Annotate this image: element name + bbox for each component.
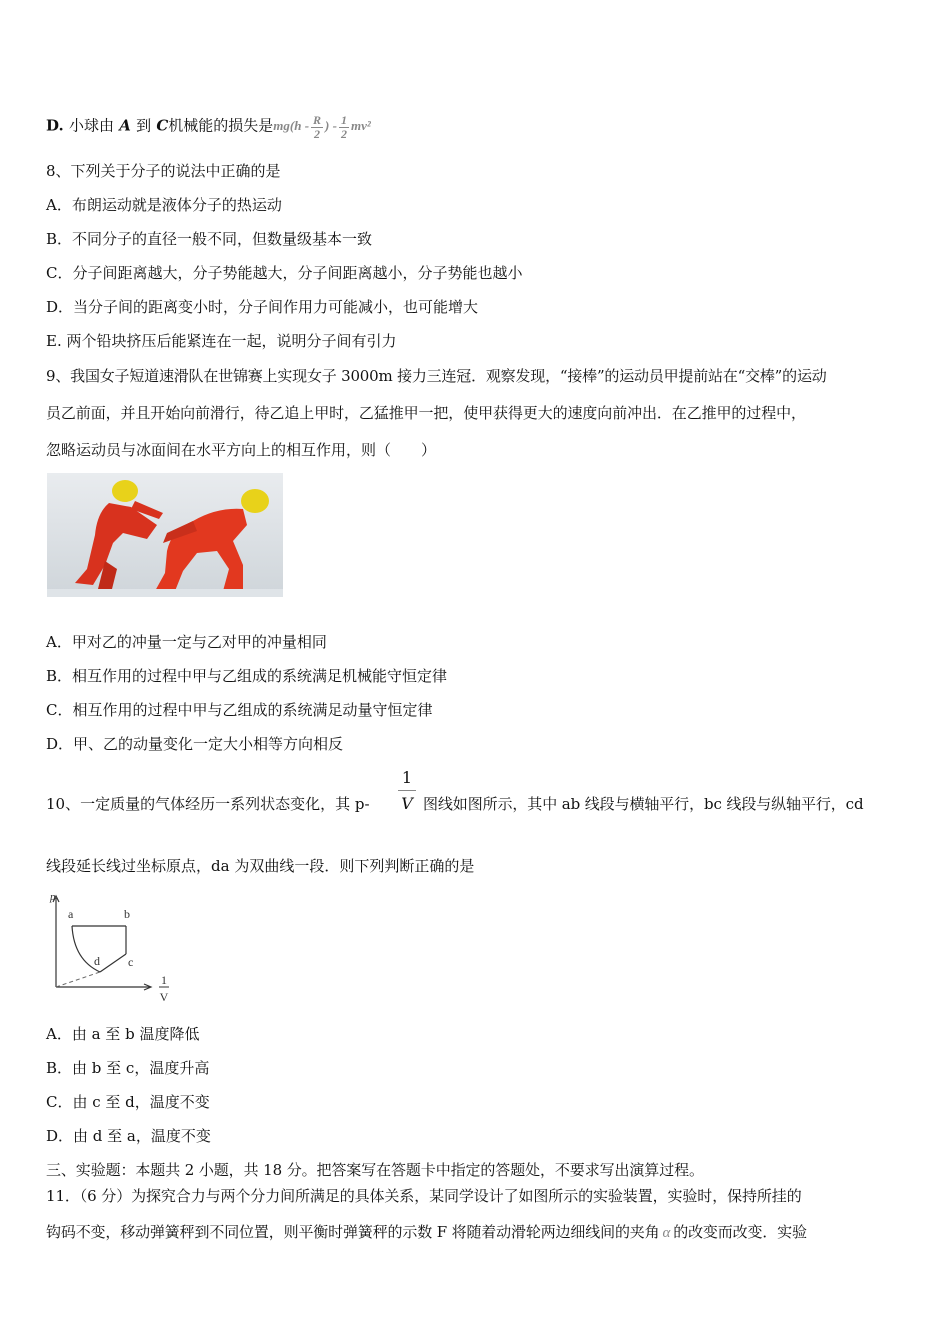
segment-cd — [100, 954, 126, 972]
point-d-label: d — [94, 954, 100, 968]
q10-stem-pre: 10、一定质量的气体经历一系列状态变化，其 p- — [46, 795, 370, 813]
formula-mg: mg(h - — [273, 118, 310, 134]
q10-frac-num: 1 — [401, 768, 413, 787]
q10-option-a: A．由 a 至 b 温度降低 — [46, 1025, 200, 1043]
q9-option-c: C．相互作用的过程中甲与乙组成的系统满足动量守恒定律 — [46, 701, 433, 719]
q10-option-b: B．由 b 至 c，温度升高 — [46, 1059, 210, 1077]
q7-option-d-label: D. — [46, 116, 64, 135]
q8-option-b: B．不同分子的直径一般不同，但数量级基本一致 — [46, 230, 373, 248]
formula-r: R — [313, 113, 322, 127]
formula-frac-r2 — [311, 114, 323, 141]
x-axis-label-den: V — [159, 990, 169, 1004]
point-b-label: b — [124, 907, 130, 921]
point-c-label: c — [128, 955, 134, 969]
skaters-photo — [47, 473, 283, 597]
formula-2a: 2 — [314, 127, 321, 141]
q10-option-d: D．由 d 至 a，温度不变 — [46, 1127, 211, 1145]
q8-stem: 8、下列关于分子的说法中正确的是 — [46, 162, 281, 180]
q11-line2-pre: 钩码不变，移动弹簧秤到不同位置，则平衡时弹簧秤的示数 F 将随着动滑轮两边细线间的夹角 — [46, 1223, 660, 1241]
point-a-label: a — [68, 907, 74, 921]
q7-option-d-text: 小球由 — [68, 116, 114, 135]
q7-point-a: A — [119, 116, 131, 135]
formula-mv: mv² — [350, 118, 371, 134]
cd-extension-dashed — [56, 972, 100, 987]
q8-option-a: A．布朗运动就是液体分子的热运动 — [46, 196, 282, 214]
q10-frac-den: V — [401, 794, 413, 813]
q7-option-d-mid: 到 — [136, 116, 152, 135]
formula-frac-half — [339, 114, 349, 141]
q10-p-v-graph — [44, 888, 184, 1006]
q8-option-d: D．当分子间的距离变小时，分子间作用力可能减小，也可能增大 — [46, 298, 479, 316]
q9-stem-line2: 员乙前面，并且开始向前滑行，待乙追上甲时，乙猛推甲一把，使甲获得更大的速度向前冲出．在乙推甲的过程中， — [46, 404, 806, 422]
x-axis-label-num: 1 — [161, 973, 167, 987]
q8-option-c: C．分子间距离越大，分子势能越大，分子间距离越小，分子势能也越小 — [46, 264, 523, 282]
q7-formula — [273, 113, 371, 141]
q8-option-e: E. 两个铅块挤压后能紧连在一起，说明分子间有引力 — [46, 332, 397, 350]
q9-stem-line3: 忽略运动员与冰面间在水平方向上的相互作用，则（ ） — [46, 441, 437, 459]
q9-option-d: D．甲、乙的动量变化一定大小相等方向相反 — [46, 735, 344, 753]
formula-1: 1 — [340, 113, 347, 127]
q9-option-b: B．相互作用的过程中甲与乙组成的系统满足机械能守恒定律 — [46, 667, 448, 685]
q9-stem-line1: 9、我国女子短道速滑队在世锦赛上实现女子 3000m 接力三连冠．观察发现，“接棒”的运动员甲提前站在“交棒”的运动 — [46, 367, 827, 385]
q7-option-d-tail: 机械能的损失是 — [168, 116, 274, 135]
q10-stem-post: 图线如图所示，其中 ab 线段与横轴平行，bc 线段与纵轴平行，cd — [423, 795, 864, 813]
q11-line1: 11．（6 分）为探究合力与两个分力间所满足的具体关系，某同学设计了如图所示的实验装置，实验时，保持所挂的 — [46, 1187, 802, 1205]
y-axis-label: p — [50, 891, 56, 903]
q11-alpha-symbol: α — [662, 1225, 671, 1241]
q7-point-c: C — [156, 116, 169, 135]
q10-frac-bar — [398, 790, 416, 791]
section3-heading: 三、实验题：本题共 2 小题，共 18 分。把答案写在答题卡中指定的答题处，不要求写出演算过程。 — [46, 1161, 704, 1179]
q10-graph-svg — [44, 888, 184, 1006]
formula-2b: 2 — [340, 127, 347, 141]
q7-option-d — [46, 114, 371, 141]
q10-stem-line2: 线段延长线过坐标原点，da 为双曲线一段．则下列判断正确的是 — [46, 857, 475, 875]
q9-option-a: A．甲对乙的冲量一定与乙对甲的冲量相同 — [46, 633, 327, 651]
q11-line2 — [46, 1222, 807, 1243]
skaters-illustration — [47, 473, 283, 597]
q11-line2-post: 的改变而改变．实验 — [673, 1223, 807, 1241]
q10-option-c: C．由 c 至 d，温度不变 — [46, 1093, 210, 1111]
formula-close: ) - — [325, 118, 337, 134]
